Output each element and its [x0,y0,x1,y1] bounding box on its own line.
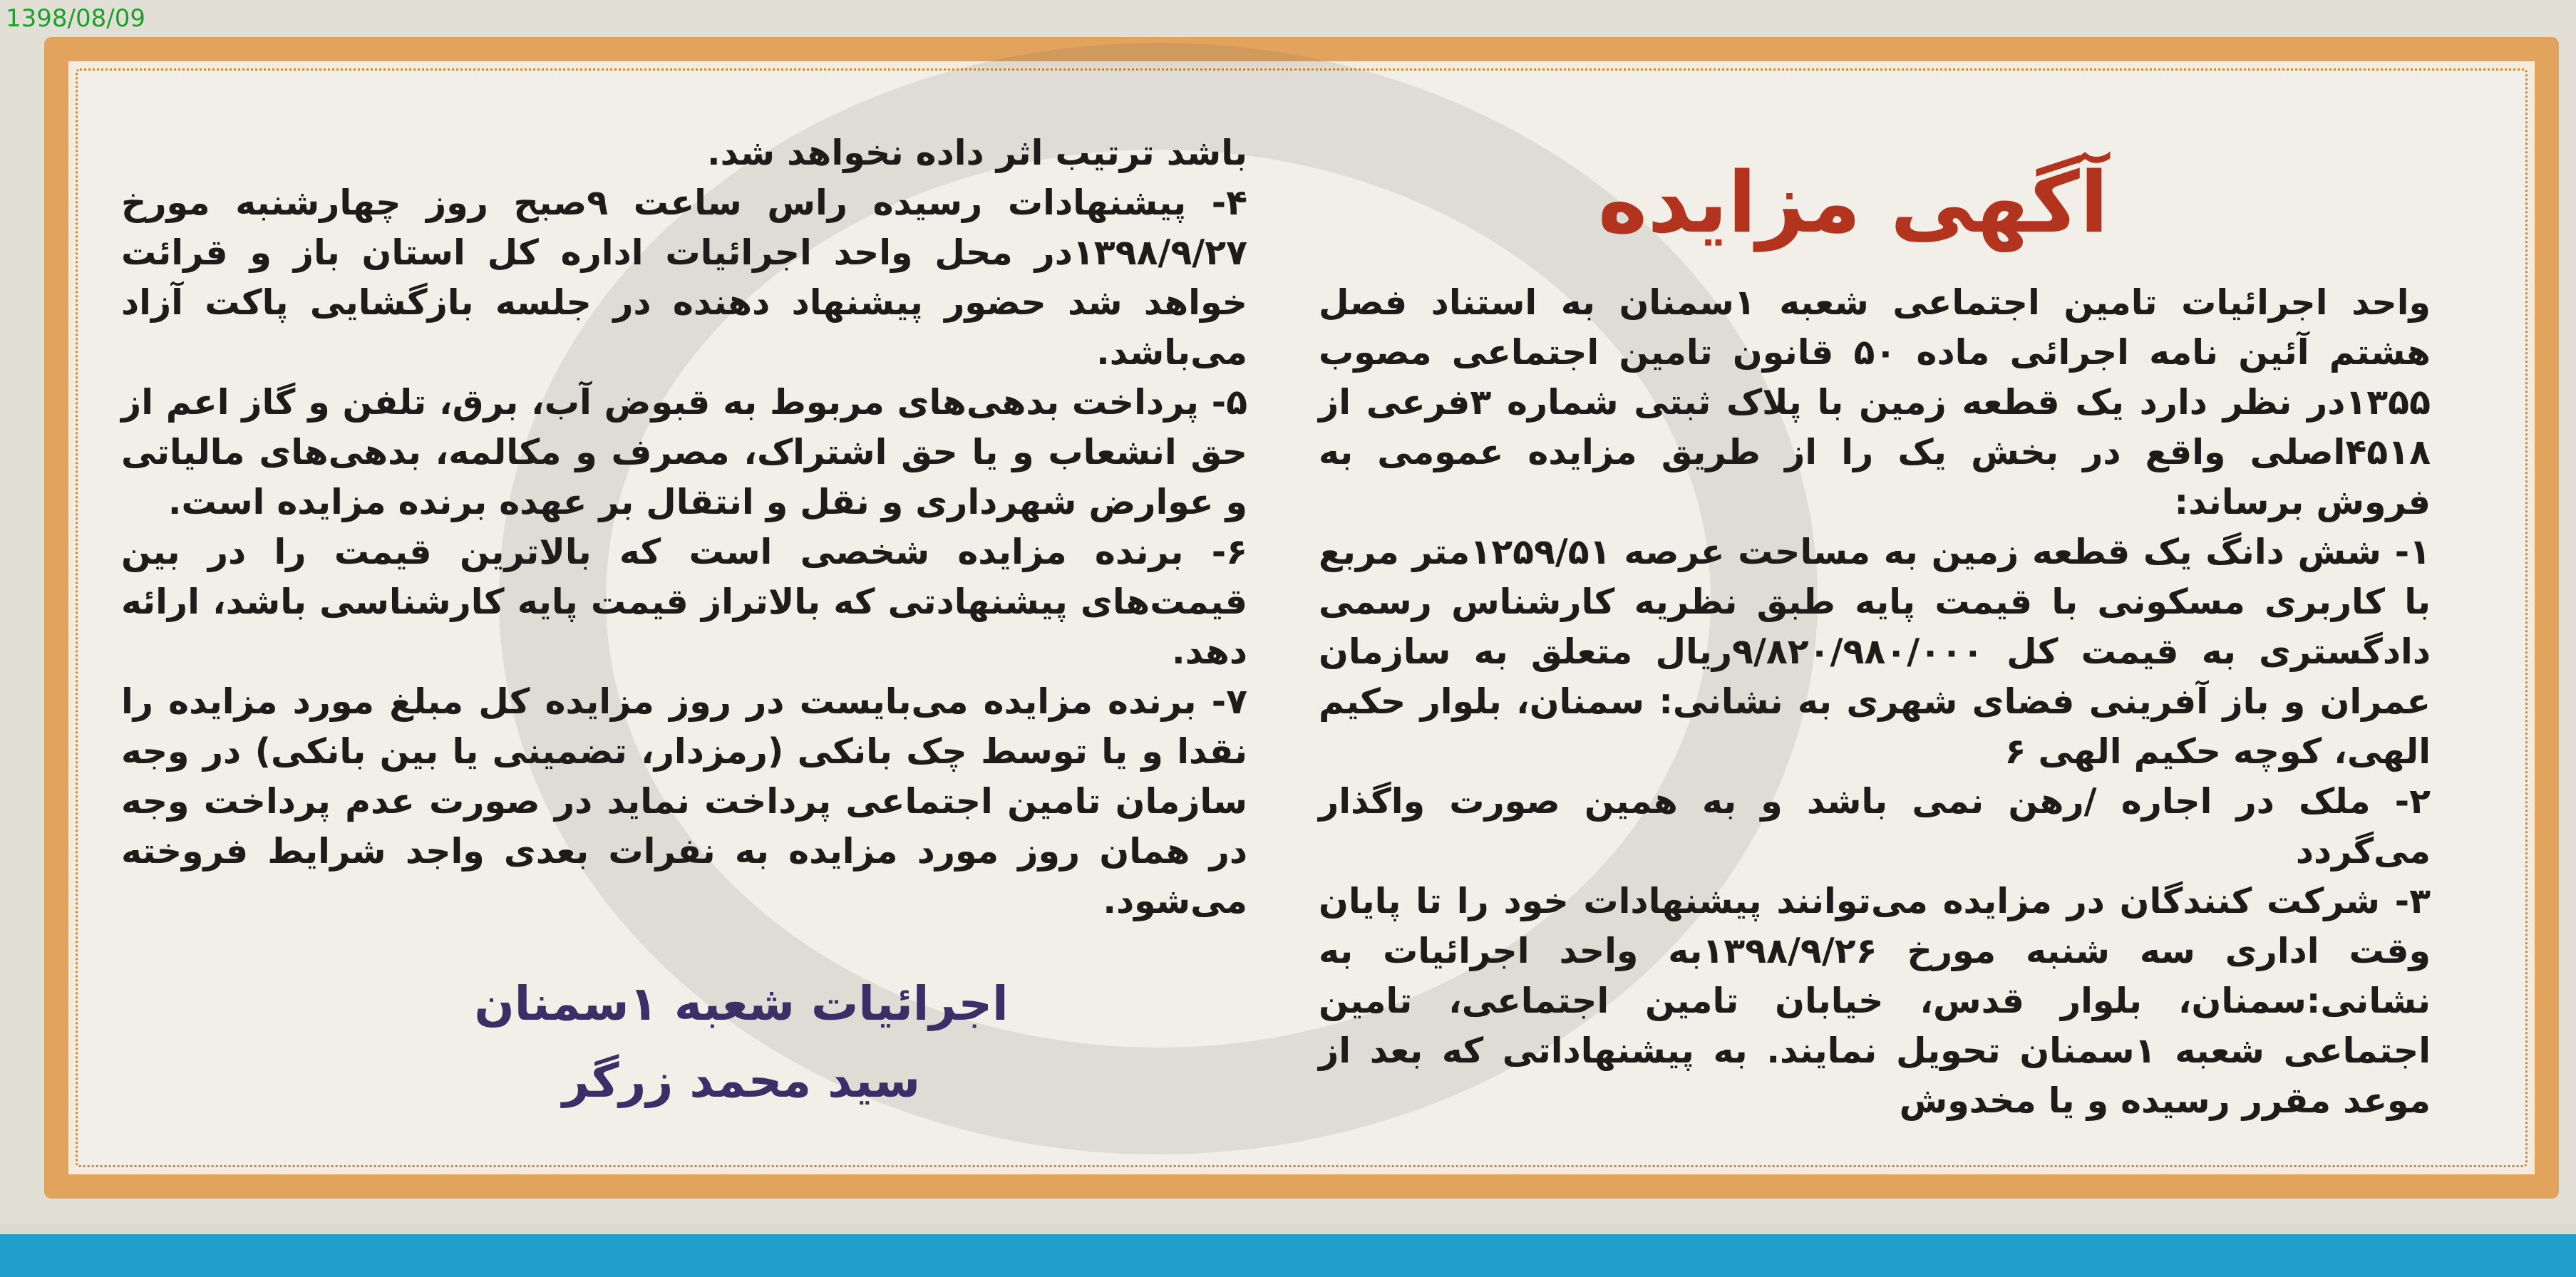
ad-title: آگهی مزایده [1597,153,2109,252]
right-column [1319,278,2431,1126]
intro-paragraph: واحد اجرائیات تامین اجتماعی شعبه ۱سمنان به استناد فصل هشتم آئین نامه اجرائی ماده ۵۰ قانون تامین اجتماعی مصوب ۱۳۵۵در نظر دارد یک قطعه زمین با پلاک ثبتی شماره ۳فرعی از ۴۵۱۸اصلی واقع در بخش یک را از طریق مزایده عمومی به فروش برساند: [1319,282,2431,522]
item-1: ۱- شش دانگ یک قطعه زمین به مساحت عرصه ۱۲۵۹/۵۱متر مربع با کاربری مسکونی با قیمت پایه طبق نظریه کارشناس رسمی دادگستری به قیمت کل ۹/۸۲۰/۹۸۰/۰۰۰ریال متعلق به سازمان عمران و باز آفرینی فضای شهری به نشانی: سمنان، بلوار حکیم الهی، کوچه حکیم الهی ۶ [1319,532,2431,772]
signature-office: اجرائیات شعبه ۱سمنان [474,976,1009,1031]
bottom-color-strip [0,1224,2576,1277]
left-column [121,128,1247,926]
item-4: ۴- پیشنهادات رسیده راس ساعت ۹صبح روز چهارشنبه مورخ ۱۳۹۸/۹/۲۷در محل واحد اجرائیات اداره کل استان باز و قرائت خواهد شد حضور پیشنهاد دهنده در جلسه بازگشایی پاکت آزاد می‌باشد. [121,182,1247,373]
item-7: ۷- برنده مزایده می‌بایست در روز مزایده کل مبلغ مورد مزایده را نقدا و یا توسط چک بانکی (رمزدار، تضمینی یا بین بانکی) در وجه سازمان تامین اجتماعی پرداخت نماید در صورت عدم پرداخت وجه در همان روز مورد مزایده به نفرات بعدی واجد شرایط فروخته می‌شود. [121,681,1247,921]
item-3-continued: باشد ترتیب اثر داده نخواهد شد. [706,133,1247,173]
signature-name: سید محمد زرگر [562,1053,921,1108]
item-5: ۵- پرداخت بدهی‌های مربوط به قبوض آب، برق، تلفن و گاز اعم از حق انشعاب و یا حق اشتراک، مصرف و مکالمه، بدهی‌های مالیاتی و عوارض شهرداری و نقل و انتقال بر عهده برنده مزایده است. [121,382,1247,522]
date-stamp: 1398/08/09 [6,4,145,33]
item-3: ۳- شرکت کنندگان در مزایده می‌توانند پیشنهادات خود را تا پایان وقت اداری سه شنبه مورخ ۱۳۹۸/۹/۲۶به واحد اجرائیات به نشانی:سمنان، بلوار قدس، خیابان تامین اجتماعی، تامین اجتماعی شعبه ۱سمنان تحویل نمایند. به پیشنهاداتی که بعد از موعد مقرر رسیده و یا مخدوش [1319,881,2431,1121]
item-6: ۶- برنده مزایده شخصی است که بالاترین قیمت را در بین قیمت‌های پیشنهادتی که بالاتراز قیمت پایه کارشناسی باشد، ارائه دهد. [121,532,1247,672]
item-2: ۲- ملک در اجاره /رهن نمی باشد و به همین صورت واگذار می‌گردد [1319,781,2431,872]
